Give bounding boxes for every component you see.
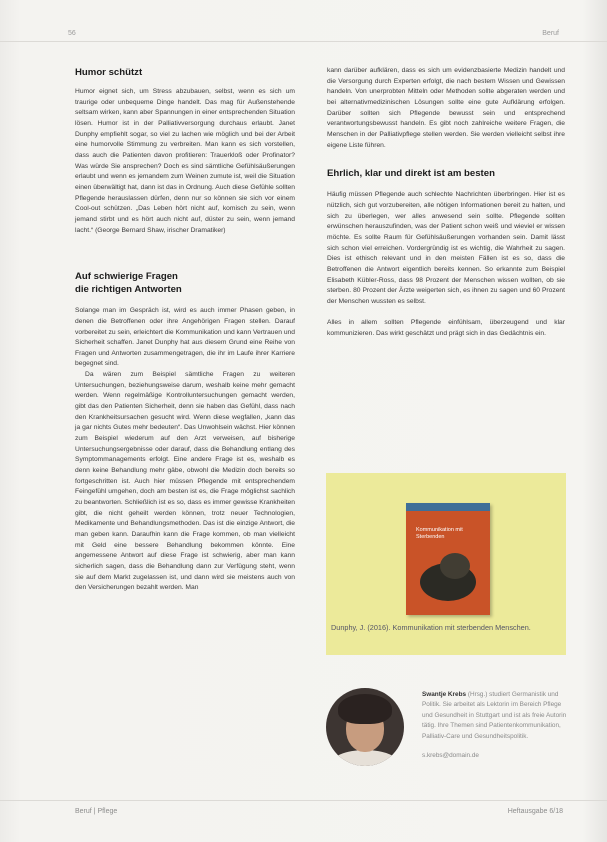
left-column (75, 66, 295, 594)
author-photo-hair (338, 694, 392, 724)
author-box (326, 688, 566, 766)
cover-band (406, 503, 490, 511)
paragraph-questions-1: Solange man im Gespräch ist, wird es auch immer Phasen geben, in denen die Betroffenen oder ihre Angehörigen Fragen stellen. Darauf vorbereitet zu sein, erleichtert die Kommunikation und kann Vertrauen und Sicherheit schaffen. Janet Dunphy hat aus diesem Grund eine Reihe von Fragen und Antworten zusammengetragen, die ihr im Laufe ihrer Karriere begegnet sind. (75, 307, 295, 368)
paragraph-humor: Humor eignet sich, um Stress abzubauen, selbst, wenn es sich um traurige oder unbequeme Dinge handelt. Das mag für Außenstehende seltsam wirken, kann aber Spannungen in einer entsprechenden Situation lösen. Humor ist in der Palliativversorgung durchaus erlaubt. Janet Dunphy empfiehlt sogar, so viel zu lachen wie möglich und bei der Arbeit eine humorvolle Stimmung zu verbreiten. Man kann es sich vorstellen, dass auch die Patienten davon profitieren: Trauerkloß oder Profinator? Was würde Sie ansprechen? Doch es sind sämtliche Gefühlsäußerungen erlaubt und wenn es jemandem zum Weinen zumute ist, weil die Situation einen überwältigt hat, dann ist das in Ordnung. Auch diese Gefühle sollten Pflegende herauslassen dürfen, denn nur so können sie sich vor einem Cool-out schützen. „Das Leben hört nicht auf, komisch zu sein, wenn jemand stirbt und es hört auch nicht auf, düster zu sein, wenn jemand lacht.“ (George Bernard Shaw, irischer Dramatiker) (75, 88, 295, 234)
paragraph-honest-2: Alles in allem sollten Pflegende einfühlsam, überzeugend und klar kommunizieren. Das wirkt geschätzt und prägt sich in das Gedächtnis ein. (327, 319, 565, 337)
page-number: 56 (68, 30, 76, 37)
heading-humor: Humor schützt (75, 67, 143, 78)
footer-rule (0, 800, 607, 801)
paragraph-continued: kann darüber aufklären, dass es sich um evidenzbasierte Medizin handelt und die Versorgung durch Experten erfolgt, die nach bestem Wissen und Gewissen handeln. Von unerprobten Mitteln oder Methoden sollte abgeraten werden und bei alternativmedizinischen Lösungen sollte eine gute Aufklärung erfolgen. Darüber sollten sich Pflegende bewusst sein und entsprechend verantwortungsbewusst handeln. Es gibt noch zahlreiche weitere Fragen, die Menschen in der Palliativpflege stellen werden. Sie werden vielleicht selbst ihre eigene Liste führen. (327, 67, 565, 149)
paragraph-questions-2: Da wären zum Beispiel sämtliche Fragen zu weiteren Untersuchungen, beziehungsweise darum, weshalb keine mehr gemacht werden. Wenn regelmäßige Kontrolluntersuchungen gemacht werden, gibt das den Patienten Sicherheit, denn sie haben das Gefühl, dass nach den Krankheitsursachen gesucht wird. Wenn diese wegfallen, „kann das ja gar nichts Gutes mehr bedeuten“. Das Unwohlsein wächst. Hier können zum Beispiel wiederum auf den Arzt verweisen, auf bisherige Untersuchungsergebnisse oder darauf, dass die Behandlung entlang des Symptommanagements erfolgt. Eine andere Frage ist es, weshalb es denn keine Behandlung mehr gäbe, obwohl die Medizin doch bereits so fortgeschritten ist. Auch hier müssen Pflegende mit entsprechendem Feingefühl umgehen, doch am besten ist es, die Frage möglichst sachlich zu beantworten. Schließlich ist es so, dass es immer gewisse Krankheiten gibt, die nicht geheilt werden können, trotz neuer Technologien, Medikamente und Behandlungsmethoden. Das ist die einzige Antwort, die man geben kann. Daraufhin kann die Frage kommen, ob man vielleicht mit Geld eine bessere Behandlung bekommen könnte. Eine angemessene Antwort auf diese Frage ist schwierig, aber man kann sicherlich sagen, dass die Behandlung dann zur Verfügung steht, wenn sie auf dem Markt zugelassen ist, und dann wird sie meistens auch von den Versicherungen bezahlt werden. Man (75, 371, 295, 592)
book-box (326, 473, 566, 655)
heading-honest: Ehrlich, klar und direkt ist am besten (327, 168, 495, 180)
header-rule (0, 41, 607, 42)
book-caption: Dunphy, J. (2016). Kommunikation mit sterbenden Menschen. (331, 623, 531, 632)
book-cover (406, 503, 490, 615)
author-bio-text: (Hrsg.) studiert Germanistik und Politik. Sie arbeitet als Lektorin im Bereich Pflege und Gesundheit in Stuttgart und ist als freie Autorin tätig. Ihre Themen sind Patientenkommunikation, Palliativ-Care und Gesundheitspolitik. (422, 691, 567, 740)
paragraph-honest-1: Häufig müssen Pflegende auch schlechte Nachrichten überbringen. Hier ist es nützlich, sich gut vorzubereiten, alle nötigen Informationen bereit zu halten, und sich zu überlegen, wer alles anwesend sein sollte. Pflegende sollten erwünschen herauszufinden, was der Patient schon weiß und wieviel er wissen möchte. Es sollte Raum für Gefühlsäußerungen vorhanden sein. Damit lässt sich schon viel erreichen. Vordergründig ist es wichtig, die Wahrheit zu sagen. Dies ist ethisch relevant und in den meisten Fällen ist es so, dass die Betroffenen die Antwort eigentlich bereits kennen. So erkannte zum Beispiel Elisabeth Kübler-Ross, dass 98 Prozent der Menschen wissen wollten, ob sie sterben. 80 Prozent der Ärzte weigerten sich, es ihnen zu sagen und 60 Prozent der Menschen wussten es selbst. (327, 191, 565, 305)
author-photo-shirt (330, 750, 400, 766)
running-head: Beruf (542, 30, 559, 37)
footer-right: Heftausgabe 6/18 (507, 808, 563, 815)
cover-title: Kommunikation mit Sterbenden (416, 527, 463, 540)
heading-questions: Auf schwierige Fragen die richtigen Antworten (75, 271, 182, 296)
author-email[interactable]: s.krebs@domain.de (422, 752, 479, 759)
author-bio (422, 690, 568, 742)
author-photo (326, 688, 404, 766)
right-column (327, 66, 565, 339)
footer-left: Beruf | Pflege (75, 808, 118, 815)
author-name: Swantje Krebs (422, 691, 467, 698)
cover-illustration-detail (440, 553, 470, 579)
